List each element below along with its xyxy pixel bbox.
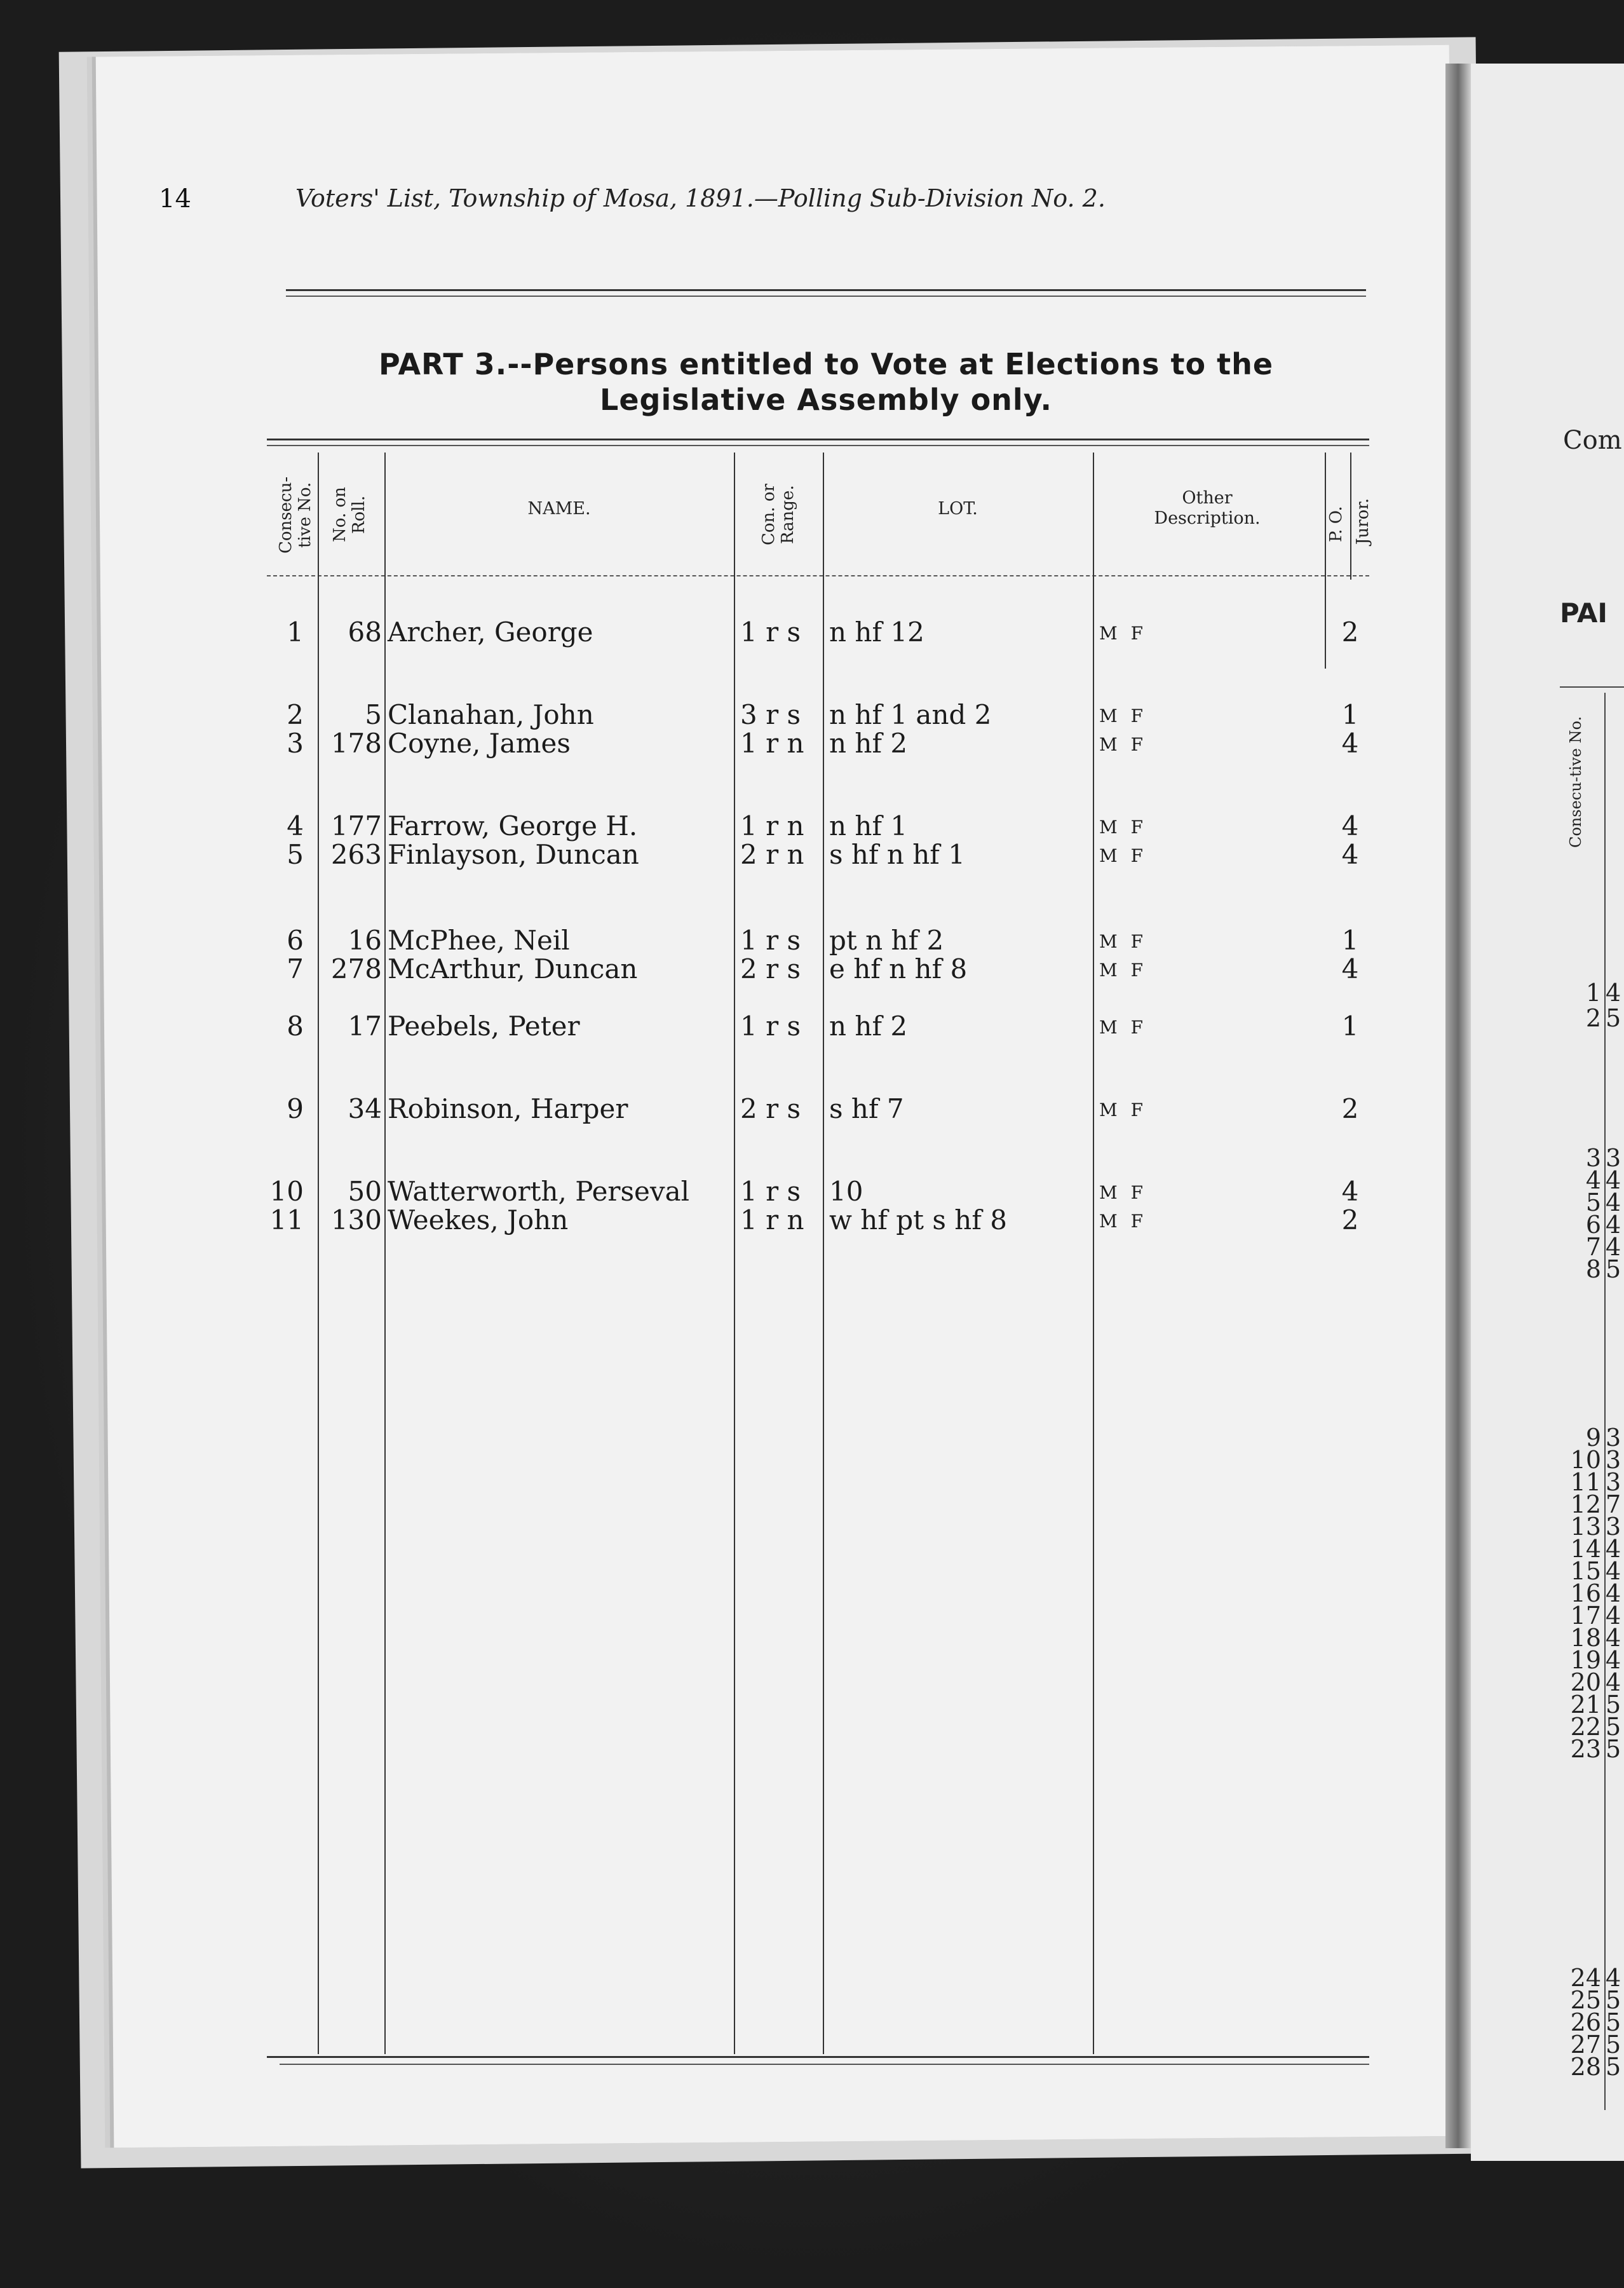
right-page-consecutive-number: 8 — [1585, 1255, 1601, 1283]
cell-roll: 178 — [330, 728, 382, 759]
col-divider-4 — [823, 453, 824, 2054]
cell-con: 1 r n — [740, 1204, 804, 1236]
cell-lot: w hf pt s hf 8 — [829, 1204, 1007, 1236]
right-page-heading-fragment: Com — [1563, 426, 1622, 455]
right-page-consecutive-number: 12 — [1570, 1490, 1601, 1518]
cell-description: M F — [1099, 705, 1147, 726]
cell-po: 4 — [1341, 953, 1359, 984]
cell-consecutive: 10 — [269, 1176, 304, 1207]
cell-name: Weekes, John — [388, 1204, 569, 1236]
cell-consecutive: 2 — [287, 699, 304, 730]
cell-description: M F — [1099, 734, 1147, 755]
right-page-consecutive-number: 3 — [1585, 1144, 1601, 1172]
cell-name: Watterworth, Perseval — [388, 1176, 690, 1207]
right-page-consecutive-number: 6 — [1585, 1211, 1601, 1239]
col-header-con: Con. or Range. — [759, 484, 797, 546]
cell-po: 2 — [1341, 616, 1359, 648]
right-page-consecutive-number: 27 — [1570, 2031, 1601, 2059]
cell-name: Robinson, Harper — [388, 1093, 628, 1124]
cell-con: 1 r n — [740, 810, 804, 841]
cell-roll: 130 — [330, 1204, 382, 1236]
voters-table — [267, 439, 1379, 2040]
col-header-name: NAME. — [527, 499, 591, 519]
cell-roll: 68 — [348, 616, 382, 648]
right-page-consecutive-number: 7 — [1585, 1233, 1601, 1261]
running-title: Voters' List, Township of Mosa, 1891.—Polling Sub-Division No. 2. — [295, 184, 1106, 212]
right-page-consecutive-number: 23 — [1570, 1735, 1601, 1763]
cell-roll: 278 — [330, 953, 382, 984]
right-page-roll-fragment: 3 — [1606, 1446, 1621, 1474]
cell-description: M F — [1099, 931, 1147, 952]
book-gutter — [1445, 64, 1471, 2148]
right-page-consecutive-number: 20 — [1570, 1668, 1601, 1696]
cell-lot: n hf 1 and 2 — [829, 699, 992, 730]
cell-roll: 34 — [348, 1093, 382, 1124]
cell-lot: s hf 7 — [829, 1093, 904, 1124]
page-number: 14 — [159, 184, 191, 214]
table-row — [267, 728, 1369, 759]
cell-roll: 177 — [330, 810, 382, 841]
cell-name: Clanahan, John — [388, 699, 594, 730]
cell-roll: 16 — [348, 925, 382, 956]
cell-po: 4 — [1341, 839, 1359, 870]
cell-con: 1 r n — [740, 728, 804, 759]
right-page-roll-fragment: 4 — [1606, 1668, 1621, 1696]
col-header-consecutive: Consecu-tive No. — [276, 476, 315, 554]
header-rule-top — [286, 289, 1366, 291]
cell-po: 4 — [1341, 810, 1359, 841]
table-row — [267, 953, 1369, 985]
col-header-roll: No. on Roll. — [330, 487, 369, 543]
right-page-roll-fragment: 4 — [1606, 1646, 1621, 1674]
right-page-roll-fragment: 3 — [1606, 1468, 1621, 1496]
right-page-roll-fragment: 5 — [1606, 2031, 1621, 2059]
right-page-fragment — [1471, 64, 1624, 2161]
right-page-part-fragment: PAI — [1560, 597, 1608, 629]
cell-consecutive: 4 — [287, 810, 304, 841]
col-header-lot: LOT. — [938, 499, 978, 519]
cell-lot: pt n hf 2 — [829, 925, 944, 956]
cell-po: 1 — [1341, 925, 1359, 956]
right-page-roll-fragment: 3 — [1606, 1424, 1621, 1452]
right-page-consecutive-number: 17 — [1570, 1602, 1601, 1630]
right-page-consecutive-number: 11 — [1570, 1468, 1601, 1496]
table-row — [267, 810, 1369, 842]
right-page-consecutive-number: 16 — [1570, 1579, 1601, 1607]
col-header-juror: Juror. — [1353, 498, 1372, 545]
right-page-roll-fragment: 4 — [1606, 1624, 1621, 1652]
cell-consecutive: 5 — [287, 839, 304, 870]
cell-po: 1 — [1341, 699, 1359, 730]
cell-roll: 50 — [348, 1176, 382, 1207]
cell-name: McArthur, Duncan — [388, 953, 638, 984]
cell-con: 2 r s — [740, 953, 801, 984]
right-page-roll-fragment: 3 — [1606, 1513, 1621, 1541]
cell-consecutive: 8 — [287, 1011, 304, 1042]
cell-description: M F — [1099, 1017, 1147, 1038]
table-row — [267, 699, 1369, 731]
cell-consecutive: 9 — [287, 1093, 304, 1124]
cell-consecutive: 6 — [287, 925, 304, 956]
cell-po: 2 — [1341, 1093, 1359, 1124]
cell-consecutive: 1 — [287, 616, 304, 648]
right-page-roll-fragment: 4 — [1606, 979, 1621, 1007]
cell-roll: 5 — [365, 699, 382, 730]
col-divider-7 — [1350, 453, 1351, 580]
right-page-roll-fragment: 4 — [1606, 1557, 1621, 1585]
right-page-roll-fragment: 4 — [1606, 1964, 1621, 1992]
col-header-po: P. O. — [1327, 506, 1346, 543]
right-page-consecutive-number: 14 — [1570, 1535, 1601, 1563]
right-page-roll-fragment: 5 — [1606, 2053, 1621, 2081]
right-page-roll-fragment: 5 — [1606, 1986, 1621, 2014]
cell-po: 2 — [1341, 1204, 1359, 1236]
page-header — [159, 184, 1258, 222]
cell-lot: 10 — [829, 1176, 863, 1207]
right-page-roll-fragment: 3 — [1606, 1144, 1621, 1172]
col-divider-3 — [734, 453, 735, 2054]
cell-po: 4 — [1341, 728, 1359, 759]
right-page-roll-fragment: 5 — [1606, 2008, 1621, 2036]
right-page-roll-fragment: 4 — [1606, 1579, 1621, 1607]
right-page-consecutive-number: 1 — [1585, 979, 1601, 1007]
right-page-consecutive-number: 26 — [1570, 2008, 1601, 2036]
right-page-consecutive-number: 25 — [1570, 1986, 1601, 2014]
table-row — [267, 1176, 1369, 1208]
right-page-consecutive-number: 10 — [1570, 1446, 1601, 1474]
right-page-consecutive-number: 2 — [1585, 1004, 1601, 1032]
cell-lot: e hf n hf 8 — [829, 953, 968, 984]
right-page-consecutive-number: 21 — [1570, 1691, 1601, 1719]
cell-description: M F — [1099, 960, 1147, 981]
right-page-consecutive-number: 24 — [1570, 1964, 1601, 1992]
col-divider-1 — [318, 453, 319, 2054]
right-page-consecutive-number: 5 — [1585, 1188, 1601, 1216]
right-page-roll-fragment: 5 — [1606, 1691, 1621, 1719]
cell-lot: n hf 2 — [829, 1011, 908, 1042]
cell-name: Coyne, James — [388, 728, 571, 759]
cell-description: M F — [1099, 1100, 1147, 1120]
cell-description: M F — [1099, 1211, 1147, 1232]
cell-roll: 17 — [348, 1011, 382, 1042]
part-title-line-1: PART 3.--Persons entitled to Vote at Elections to the — [378, 347, 1274, 381]
cell-lot: n hf 2 — [829, 728, 908, 759]
table-header-rule — [267, 575, 1369, 576]
right-page-consecutive-number: 15 — [1570, 1557, 1601, 1585]
cell-name: Farrow, George H. — [388, 810, 638, 841]
cell-con: 1 r s — [740, 1176, 801, 1207]
right-page-col-header: Consecu-tive No. — [1567, 716, 1585, 848]
right-page-consecutive-number: 18 — [1570, 1624, 1601, 1652]
table-row — [267, 925, 1369, 957]
cell-lot: s hf n hf 1 — [829, 839, 965, 870]
cell-con: 2 r n — [740, 839, 804, 870]
right-page-roll-fragment: 4 — [1606, 1166, 1621, 1194]
cell-con: 1 r s — [740, 1011, 801, 1042]
cell-lot: n hf 12 — [829, 616, 924, 648]
cell-con: 1 r s — [740, 616, 801, 648]
cell-description: M F — [1099, 845, 1147, 866]
right-page-roll-fragment: 4 — [1606, 1233, 1621, 1261]
cell-description: M F — [1099, 1182, 1147, 1203]
table-row — [267, 1093, 1369, 1125]
right-page-roll-fragment: 4 — [1606, 1602, 1621, 1630]
cell-description: M F — [1099, 817, 1147, 838]
table-row — [267, 839, 1369, 871]
right-page-roll-fragment: 4 — [1606, 1188, 1621, 1216]
right-page-roll-fragment: 5 — [1606, 1255, 1621, 1283]
right-page-roll-fragment: 5 — [1606, 1735, 1621, 1763]
cell-consecutive: 11 — [269, 1204, 304, 1236]
table-rule-top — [267, 439, 1369, 440]
table-rule-bottom-2 — [280, 2064, 1369, 2065]
col-divider-2 — [384, 453, 386, 2054]
right-page-consecutive-number: 9 — [1585, 1424, 1601, 1452]
right-page-number-list — [1566, 64, 1624, 2161]
table-row — [267, 1011, 1369, 1042]
right-page-consecutive-number: 19 — [1570, 1646, 1601, 1674]
cell-name: McPhee, Neil — [388, 925, 570, 956]
cell-con: 3 r s — [740, 699, 801, 730]
table-row — [267, 616, 1369, 648]
part-title-line-2: Legislative Assembly only. — [600, 383, 1052, 417]
cell-con: 2 r s — [740, 1093, 801, 1124]
right-page-roll-fragment: 7 — [1606, 1490, 1621, 1518]
col-header-desc: Other Description. — [1154, 488, 1261, 528]
col-divider-5 — [1093, 453, 1094, 2054]
table-rule-bottom — [267, 2056, 1369, 2058]
cell-po: 4 — [1341, 1176, 1359, 1207]
right-page-roll-fragment: 4 — [1606, 1211, 1621, 1239]
right-page-consecutive-number: 22 — [1570, 1713, 1601, 1741]
right-page-consecutive-number: 28 — [1570, 2053, 1601, 2081]
header-rule-bottom — [286, 296, 1366, 297]
table-row — [267, 1204, 1369, 1236]
cell-roll: 263 — [330, 839, 382, 870]
right-page-consecutive-number: 4 — [1585, 1166, 1601, 1194]
table-rule-top-2 — [267, 445, 1369, 446]
right-page-consecutive-number: 13 — [1570, 1513, 1601, 1541]
cell-po: 1 — [1341, 1011, 1359, 1042]
cell-consecutive: 7 — [287, 953, 304, 984]
cell-description: M F — [1099, 623, 1147, 644]
cell-lot: n hf 1 — [829, 810, 908, 841]
part-title — [267, 346, 1385, 418]
cell-name: Finlayson, Duncan — [388, 839, 639, 870]
right-page-roll-fragment: 5 — [1606, 1713, 1621, 1741]
cell-consecutive: 3 — [287, 728, 304, 759]
right-page-roll-fragment: 5 — [1606, 1004, 1621, 1032]
right-page-roll-fragment: 4 — [1606, 1535, 1621, 1563]
cell-con: 1 r s — [740, 925, 801, 956]
cell-name: Peebels, Peter — [388, 1011, 580, 1042]
cell-name: Archer, George — [388, 616, 593, 648]
